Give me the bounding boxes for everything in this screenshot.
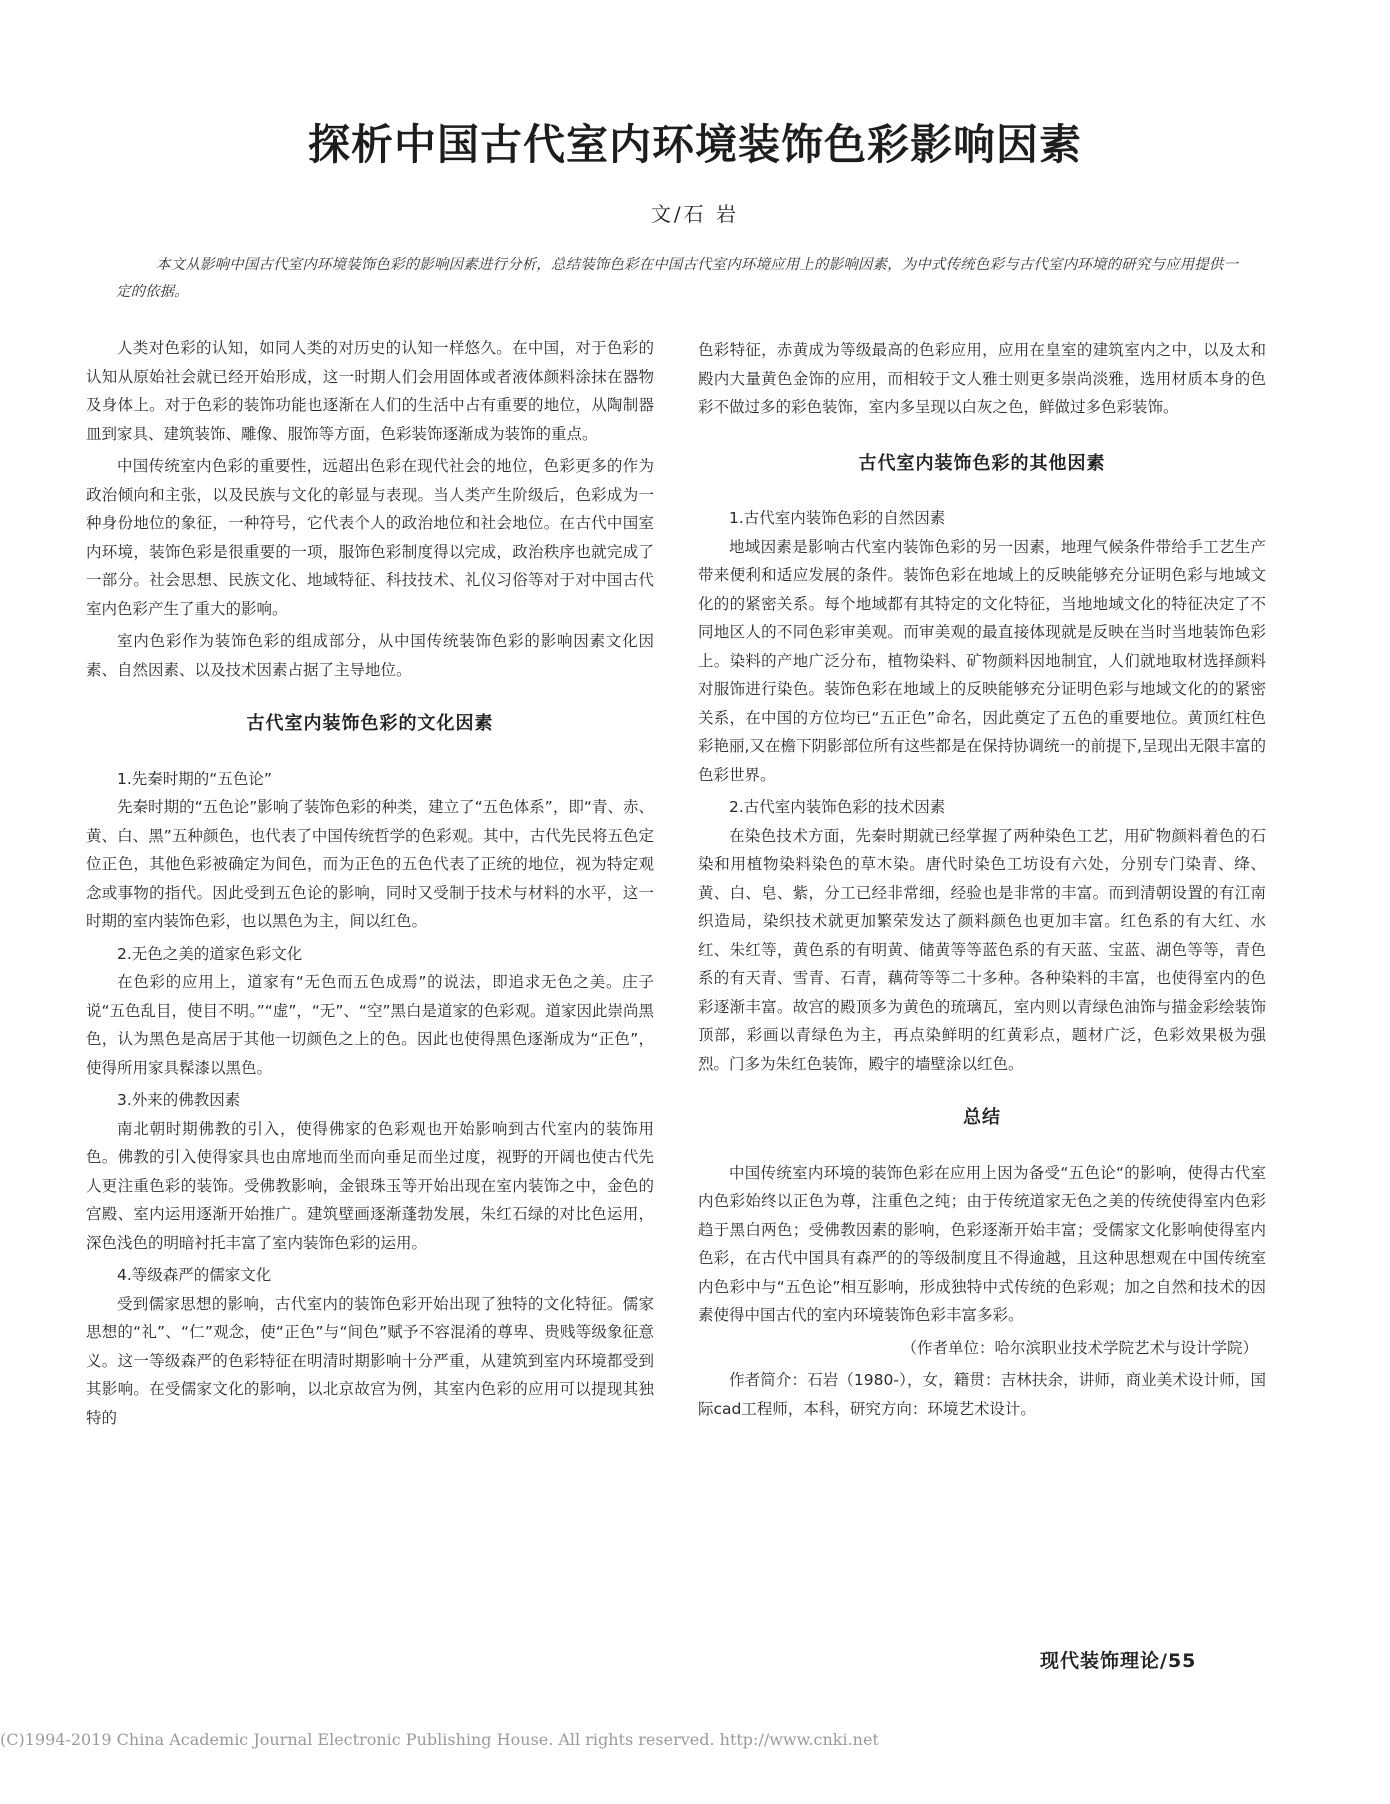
abstract: 本文从影响中国古代室内环境装饰色彩的影响因素进行分析，总结装饰色彩在中国古代室内环境应用上的影响因素，为中式传统色彩与古代室内环境的研究与应用提供一定的依据。 bbox=[116, 257, 1238, 300]
author-line: 文/石 岩 bbox=[650, 202, 740, 226]
section-heading-summary: 总结 bbox=[963, 1107, 1001, 1128]
page-number: 现代装饰理论/55 bbox=[1040, 1650, 1197, 1672]
copyright-footer: (C)1994-2019 China Academic Journal Electronic Publishing House. All rights reserved. http://www.cnki.net bbox=[0, 1730, 879, 1749]
subheading-buddhism: 3.外来的佛教因素 bbox=[117, 1091, 241, 1109]
intro-paragraph-3: 室内色彩作为装饰色彩的组成部分，从中国传统装饰色彩的影响因素文化因素、自然因素、以及技术因素占据了主导地位。 bbox=[86, 632, 654, 679]
paragraph-five-colors: 先秦时期的“五色论”影响了装饰色彩的种类，建立了“五色体系”，即“青、赤、黄、白、黑”五种颜色，也代表了中国传统哲学的色彩观。其中，古代先民将五色定位正色，其他色彩被确定为间色，而为正色的五色代表了正统的地位，视为特定观念或事物的指代。因此受到五色论的影响，同时又受制于技术与材料的水平，这一时期的室内装饰色彩，也以黑色为主，间以红色。 bbox=[86, 798, 654, 930]
paragraph-nature: 地域因素是影响古代室内装饰色彩的另一因素，地理气候条件带给手工艺生产带来便利和适应发展的条件。装饰色彩在地域上的反映能够充分证明色彩与地域文化的的紧密关系。每个地域都有其特定的文化特征，当地地域文化的特征决定了不同地区人的不同色彩审美观。而审美观的最直接体现就是反映在当时当地装饰色彩上。染料的产地广泛分布，植物染料、矿物颜料因地制宜，人们就地取材选择颜料对服饰进行染色。装饰色彩在地域上的反映能够充分证明色彩与地域文化的的紧密关系，在中国的方位均已“五正色”命名，因此奠定了五色的重要地位。黄顶红柱色彩艳丽,又在檐下阴影部位所有这些都是在保持协调统一的前提下,呈现出无限丰富的色彩世界。 bbox=[698, 537, 1266, 784]
paragraph-confucianism: 受到儒家思想的影响，古代室内的装饰色彩开始出现了独特的文化特征。儒家思想的“礼”、“仁”观念，使“正色”与“间色”赋予不容混淆的尊卑、贵贱等级象征意义。这一等级森严的色彩特征在明清时期影响十分严重，从建筑到室内环境都受到其影响。在受儒家文化的影响，以北京故宫为例，其室内色彩的应用可以提现其独特的 bbox=[86, 1294, 654, 1427]
subheading-nature: 1.古代室内装饰色彩的自然因素 bbox=[729, 509, 946, 527]
subheading-taoism: 2.无色之美的道家色彩文化 bbox=[117, 944, 303, 963]
intro-paragraph-1: 人类对色彩的认知，如同人类的对历史的认知一样悠久。在中国，对于色彩的认知从原始社会就已经开始形成，这一时期人们会用固体或者液体颜料涂抹在器物及身体上。对于色彩的装饰功能也逐渐在人们的生活中占有重要的地位，从陶制器皿到家具、建筑装饰、雕像、服饰等方面，色彩装饰逐渐成为装饰的重点。 bbox=[86, 339, 654, 443]
left-column bbox=[86, 334, 654, 1436]
paragraph-buddhism: 南北朝时期佛教的引入，使得佛家的色彩观也开始影响到古代室内的装饰用色。佛教的引入使得家具也由席地而坐而向垂足而坐过度，视野的开阔也使古代先人更注重色彩的装饰。受佛教影响，金银珠玉等开始出现在室内装饰之中，金色的宫殿、室内运用逐渐开始推广。建筑壁画逐渐蓬勃发展，朱红石绿的对比色运用，深色浅色的明暗衬托丰富了室内装饰色彩的运用。 bbox=[86, 1119, 654, 1252]
author-bio: 作者简介：石岩（1980-），女，籍贯：吉林扶余，讲师，商业美术设计师，国际cad工程师，本科，研究方向：环境艺术设计。 bbox=[698, 1371, 1266, 1418]
section-heading-other: 古代室内装饰色彩的其他因素 bbox=[858, 452, 1106, 474]
subheading-confucianism: 4.等级森严的儒家文化 bbox=[117, 1266, 272, 1284]
author-affiliation: （作者单位：哈尔滨职业技术学院艺术与设计学院） bbox=[901, 1338, 1258, 1357]
paragraph-summary: 中国传统室内环境的装饰色彩在应用上因为备受“五色论“的影响，使得古代室内色彩始终以正色为尊，注重色之纯；由于传统道家无色之美的传统使得室内色彩趋于黑白两色；受佛教因素的影响，色彩逐渐开始丰富；受儒家文化影响使得室内色彩，在古代中国具有森严的的等级制度且不得逾越，且这种思想观在中国传统室内色彩中与“五色论”相互影响，形成独特中式传统的色彩观；加之自然和技术的因素使得中国古代的室内环境装饰色彩丰富多彩。 bbox=[698, 1163, 1266, 1324]
continued-paragraph: 色彩特征，赤黄成为等级最高的色彩应用，应用在皇室的建筑室内之中，以及太和殿内大量黄色金饰的应用，而相较于文人雅士则更多崇尚淡雅，选用材质本身的色彩不做过多的彩色装饰，室内多呈现以白灰之色，鲜做过多色彩装饰。 bbox=[698, 341, 1266, 416]
article-title: 探析中国古代室内环境装饰色彩影响因素 bbox=[307, 120, 1082, 169]
paragraph-technology: 在染色技术方面，先秦时期就已经掌握了两种染色工艺，用矿物颜料着色的石染和用植物染料染色的草木染。唐代时染色工坊设有六处，分别专门染青、绛、黄、白、皂、紫，分工已经非常细，经验也是非常的丰富。而到清朝设置的有江南织造局，染织技术就更加繁荣发达了颜料颜色也更加丰富。红色系的有大红、水红、朱红等，黄色系的有明黄、储黄等等蓝色系的有天蓝、宝蓝、湖色等等，青色系的有天青、雪青、石青，藕荷等等二十多种。各种染料的丰富，也使得室内的色彩逐渐丰富。故宫的殿顶多为黄色的琉璃瓦，室内则以青绿色油饰与描金彩绘装饰顶部，彩画以青绿色为主，再点染鲜明的红黄彩点，题材广泛，色彩效果极为强烈。门多为朱红色装饰，殿宇的墙壁涂以红色。 bbox=[698, 826, 1266, 1073]
intro-paragraph-2: 中国传统室内色彩的重要性，远超出色彩在现代社会的地位，色彩更多的作为政治倾向和主张，以及民族与文化的彰显与表现。当人类产生阶级后，色彩成为一种身份地位的象征，一种符号，它代表个人的政治地位和社会地位。在古代中国室内环境，装饰色彩是很重要的一项，服饰色彩制度得以完成，政治秩序也就完成了一部分。社会思想、民族文化、地域特征、科技技术、礼仪习俗等对于对中国古代室内色彩产生了重大的影响。 bbox=[86, 457, 654, 618]
section-heading-culture: 古代室内装饰色彩的文化因素 bbox=[246, 713, 494, 734]
subheading-technology: 2.古代室内装饰色彩的技术因素 bbox=[729, 798, 946, 816]
paragraph-taoism: 在色彩的应用上，道家有“无色而五色成焉”的说法，即追求无色之美。庄子说“五色乱目，使目不明。”“虚”，“无”、“空”黑白是道家的色彩观。道家因此崇尚黑色，认为黑色是高居于其他一切颜色之上的色。因此也使得黑色逐渐成为“正色”，使得所用家具髹漆以黑色。 bbox=[86, 973, 654, 1077]
subheading-five-colors: 1.先秦时期的“五色论” bbox=[117, 769, 272, 788]
right-column bbox=[698, 336, 1266, 1427]
